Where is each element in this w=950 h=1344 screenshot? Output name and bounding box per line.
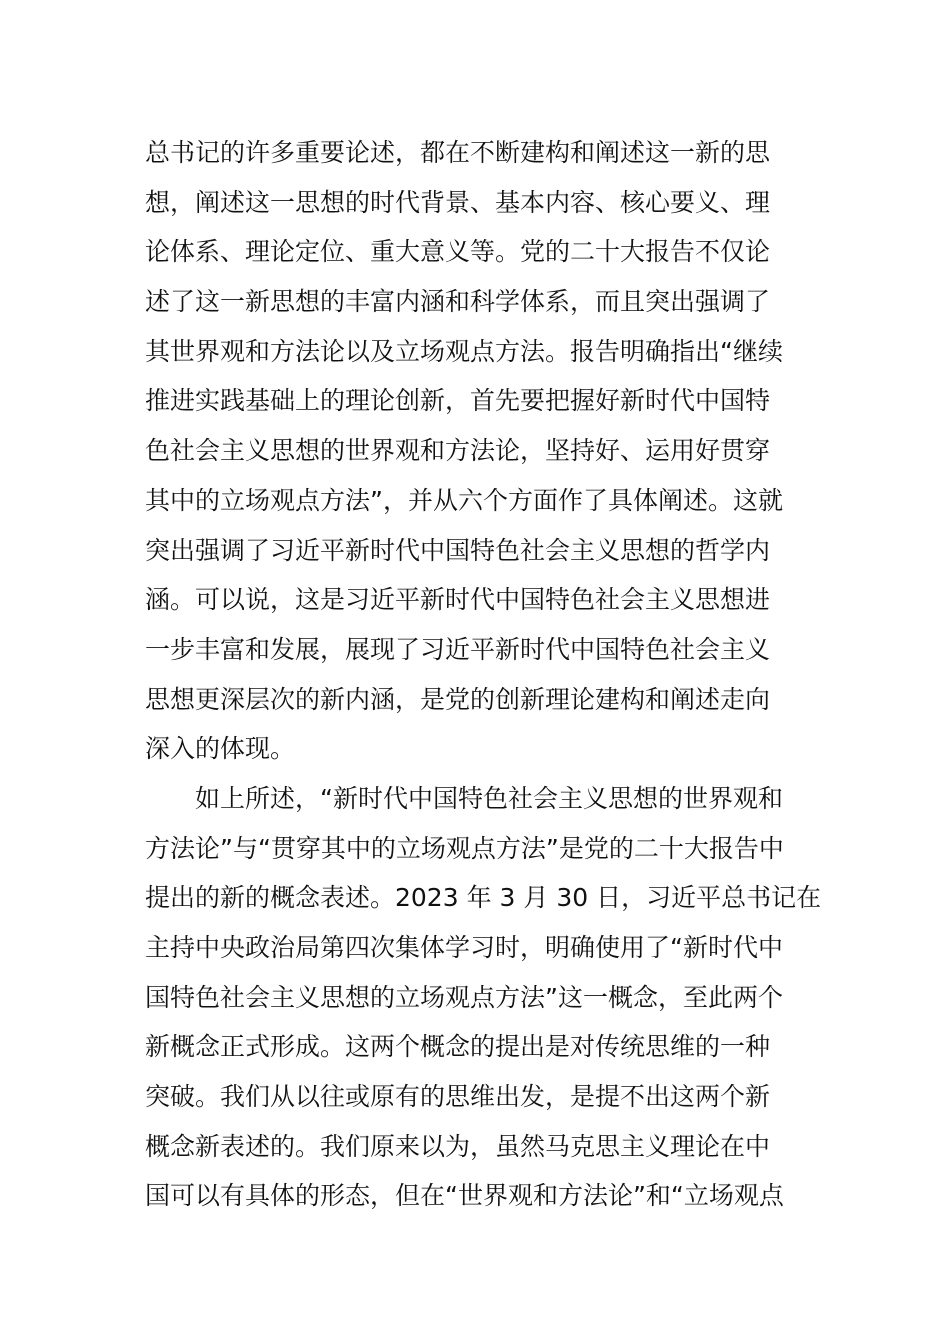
paragraph-1-line-1: 总书记的许多重要论述，都在不断建构和阐述这一新的思 bbox=[145, 138, 771, 167]
paragraph-1-line-12: 思想更深层次的新内涵，是党的创新理论建构和阐述走向 bbox=[145, 684, 771, 714]
body-text bbox=[145, 128, 822, 1221]
paragraph-1-line-7: 色社会主义思想的世界观和方法论，坚持好、运用好贯穿 bbox=[145, 436, 771, 466]
paragraph-1-line-2: 想，阐述这一思想的时代背景、基本内容、核心要义、理 bbox=[145, 187, 771, 217]
paragraph-1-line-9: 突出强调了习近平新时代中国特色社会主义思想的哲学内 bbox=[145, 535, 771, 565]
paragraph-2-line-9: 国可以有具体的形态，但在“世界观和方法论”和“立场观点 bbox=[145, 1181, 784, 1211]
paragraph-1-line-8: 其中的立场观点方法”，并从六个方面作了具体阐述。这就 bbox=[145, 485, 783, 515]
paragraph-2-line-3: 提出的新的概念表述。2023 年 3 月 30 日，习近平总书记在 bbox=[145, 883, 822, 913]
paragraph-2-line-2: 方法论”与“贯穿其中的立场观点方法”是党的二十大报告中 bbox=[145, 833, 784, 863]
paragraph-1-line-13: 深入的体现。 bbox=[145, 734, 296, 764]
paragraph-1-line-3: 论体系、理论定位、重大意义等。党的二十大报告不仅论 bbox=[145, 237, 771, 267]
paragraph-2-line-6: 新概念正式形成。这两个概念的提出是对传统思维的一种 bbox=[145, 1032, 771, 1062]
paragraph-1-line-4: 述了这一新思想的丰富内涵和科学体系，而且突出强调了 bbox=[145, 287, 771, 317]
paragraph-2-line-7: 突破。我们从以往或原有的思维出发，是提不出这两个新 bbox=[145, 1082, 771, 1112]
paragraph-2-line-5: 国特色社会主义思想的立场观点方法”这一概念，至此两个 bbox=[145, 982, 783, 1012]
paragraph-2-line-4: 主持中央政治局第四次集体学习时，明确使用了“新时代中 bbox=[145, 933, 783, 962]
paragraph-1-line-5: 其世界观和方法论以及立场观点方法。报告明确指出“继续 bbox=[145, 336, 783, 366]
paragraph-1-line-6: 推进实践基础上的理论创新，首先要把握好新时代中国特 bbox=[145, 386, 771, 416]
paragraph-2-line-1: 如上所述，“新时代中国特色社会主义思想的世界观和 bbox=[195, 783, 783, 813]
paragraph-2-line-8: 概念新表述的。我们原来以为，虽然马克思主义理论在中 bbox=[145, 1131, 771, 1161]
paragraph-1-line-10: 涵。可以说，这是习近平新时代中国特色社会主义思想进 bbox=[145, 585, 771, 615]
paragraph-1-line-11: 一步丰富和发展，展现了习近平新时代中国特色社会主义 bbox=[145, 634, 771, 664]
